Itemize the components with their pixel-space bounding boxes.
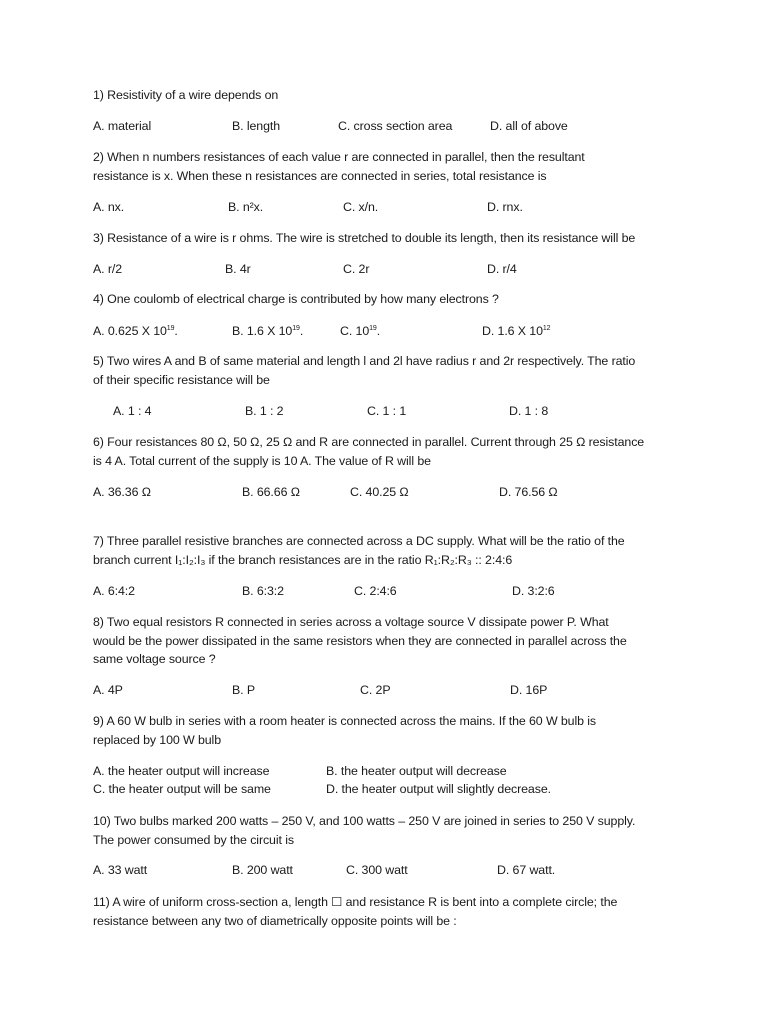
question-10-option-d: D. 67 watt. bbox=[497, 863, 556, 877]
question-4-option-a: A. 0.625 X $10^{19}$. bbox=[93, 324, 178, 338]
question-5-option-b: B. 1 : 2 bbox=[245, 404, 284, 418]
question-9-option-a: A. the heater output will increase bbox=[93, 764, 270, 778]
question-3-option-d: D. r/4 bbox=[487, 262, 517, 276]
question-8-text-line-1: 8) Two equal resistors R connected in series across a voltage source V dissipate power P. What bbox=[93, 615, 609, 629]
question-8-option-a: A. 4P bbox=[93, 683, 123, 697]
question-8-text-line-3: same voltage source ? bbox=[93, 652, 216, 666]
question-6-text-line-1: 6) Four resistances 80 Ω, 50 Ω, 25 Ω and R are connected in parallel. Current through 25 Ω resistance bbox=[93, 435, 645, 449]
question-3-option-a: A. r/2 bbox=[93, 262, 123, 276]
question-7-option-d: D. 3:2:6 bbox=[512, 584, 555, 598]
question-7-text-line-1: 7) Three parallel resistive branches are connected across a DC supply. What will be the ratio of the bbox=[93, 534, 625, 548]
question-3-option-c: C. 2r bbox=[343, 262, 370, 276]
question-3-option-b: B. 4r bbox=[225, 262, 251, 276]
question-6-option-d: D. 76.56 Ω bbox=[499, 485, 558, 499]
question-2-text-line-1: 2) When n numbers resistances of each value r are connected in parallel, then the resultant bbox=[93, 150, 585, 164]
question-5-text-line-2: of their specific resistance will be bbox=[93, 373, 270, 387]
question-1-text: 1) Resistivity of a wire depends on bbox=[93, 88, 279, 102]
question-1-option-d: D. all of above bbox=[490, 119, 568, 133]
question-4-option-d: D. 1.6 X $10^{12}$ bbox=[482, 324, 551, 338]
question-10-option-a: A. 33 watt bbox=[93, 863, 148, 877]
question-6-option-b: B. 66.66 Ω bbox=[242, 485, 300, 499]
question-4-text: 4) One coulomb of electrical charge is contributed by how many electrons ? bbox=[93, 292, 499, 306]
question-9-option-c: C. the heater output will be same bbox=[93, 782, 271, 796]
question-7-option-c: C. 2:4:6 bbox=[354, 584, 397, 598]
question-7-option-b: B. 6:3:2 bbox=[242, 584, 284, 598]
question-10-text-line-1: 10) Two bulbs marked 200 watts – 250 V, and 100 watts – 250 V are joined in series to 250 V supply. bbox=[93, 814, 636, 828]
question-2-option-d: D. rnx. bbox=[487, 200, 523, 214]
question-9-option-b: B. the heater output will decrease bbox=[326, 764, 507, 778]
question-9-text-line-1: 9) A 60 W bulb in series with a room heater is connected across the mains. If the 60 W bulb is bbox=[93, 714, 596, 728]
question-1-option-c: C. cross section area bbox=[338, 119, 453, 133]
question-9-text-line-2: replaced by 100 W bulb bbox=[93, 733, 221, 747]
question-2-text-line-2: resistance is x. When these n resistances are connected in series, total resistance is bbox=[93, 169, 547, 183]
question-4-option-c: C. $10^{19}$. bbox=[340, 324, 381, 338]
question-11-text-line-2: resistance between any two of diametrically opposite points will be : bbox=[93, 914, 457, 928]
question-2-option-b: B. n²x. bbox=[228, 200, 264, 214]
question-7-option-a: A. 6:4:2 bbox=[93, 584, 135, 598]
question-5-option-a: A. 1 : 4 bbox=[113, 404, 152, 418]
question-1-option-a: A. material bbox=[93, 119, 152, 133]
question-8-text-line-2: would be the power dissipated in the same resistors when they are connected in parallel across the bbox=[93, 634, 627, 648]
question-2-option-a: A. nx. bbox=[93, 200, 125, 214]
question-5-text-line-1: 5) Two wires A and B of same material and length l and 2l have radius r and 2r respectively. The ratio bbox=[93, 354, 636, 368]
question-10-option-c: C. 300 watt bbox=[346, 863, 408, 877]
question-1-option-b: B. length bbox=[232, 119, 281, 133]
question-7-text-line-2: branch current I₁:I₂:I₃ if the branch resistances are in the ratio R₁:R₂:R₃ :: 2:4:6 bbox=[93, 553, 513, 567]
question-8-option-b: B. P bbox=[232, 683, 256, 697]
question-10-text-line-2: The power consumed by the circuit is bbox=[93, 833, 294, 847]
question-5-option-c: C. 1 : 1 bbox=[367, 404, 407, 418]
question-6-option-a: A. 36.36 Ω bbox=[93, 485, 151, 499]
question-5-option-d: D. 1 : 8 bbox=[509, 404, 549, 418]
question-3-text: 3) Resistance of a wire is r ohms. The wire is stretched to double its length, then its resistance will be bbox=[93, 231, 636, 245]
question-2-option-c: C. x/n. bbox=[343, 200, 379, 214]
question-6-option-c: C. 40.25 Ω bbox=[350, 485, 409, 499]
question-11-text-line-1: 11) A wire of uniform cross-section a, length ☐ and resistance R is bent into a complete circle; the bbox=[93, 895, 618, 909]
question-8-option-d: D. 16P bbox=[510, 683, 548, 697]
question-8-option-c: C. 2P bbox=[360, 683, 391, 697]
question-4-option-b: B. 1.6 X $10^{19}$. bbox=[232, 324, 304, 338]
question-6-text-line-2: is 4 A. Total current of the supply is 10 A. The value of R will be bbox=[93, 454, 431, 468]
question-9-option-d: D. the heater output will slightly decrease. bbox=[326, 782, 551, 796]
question-10-option-b: B. 200 watt bbox=[232, 863, 293, 877]
